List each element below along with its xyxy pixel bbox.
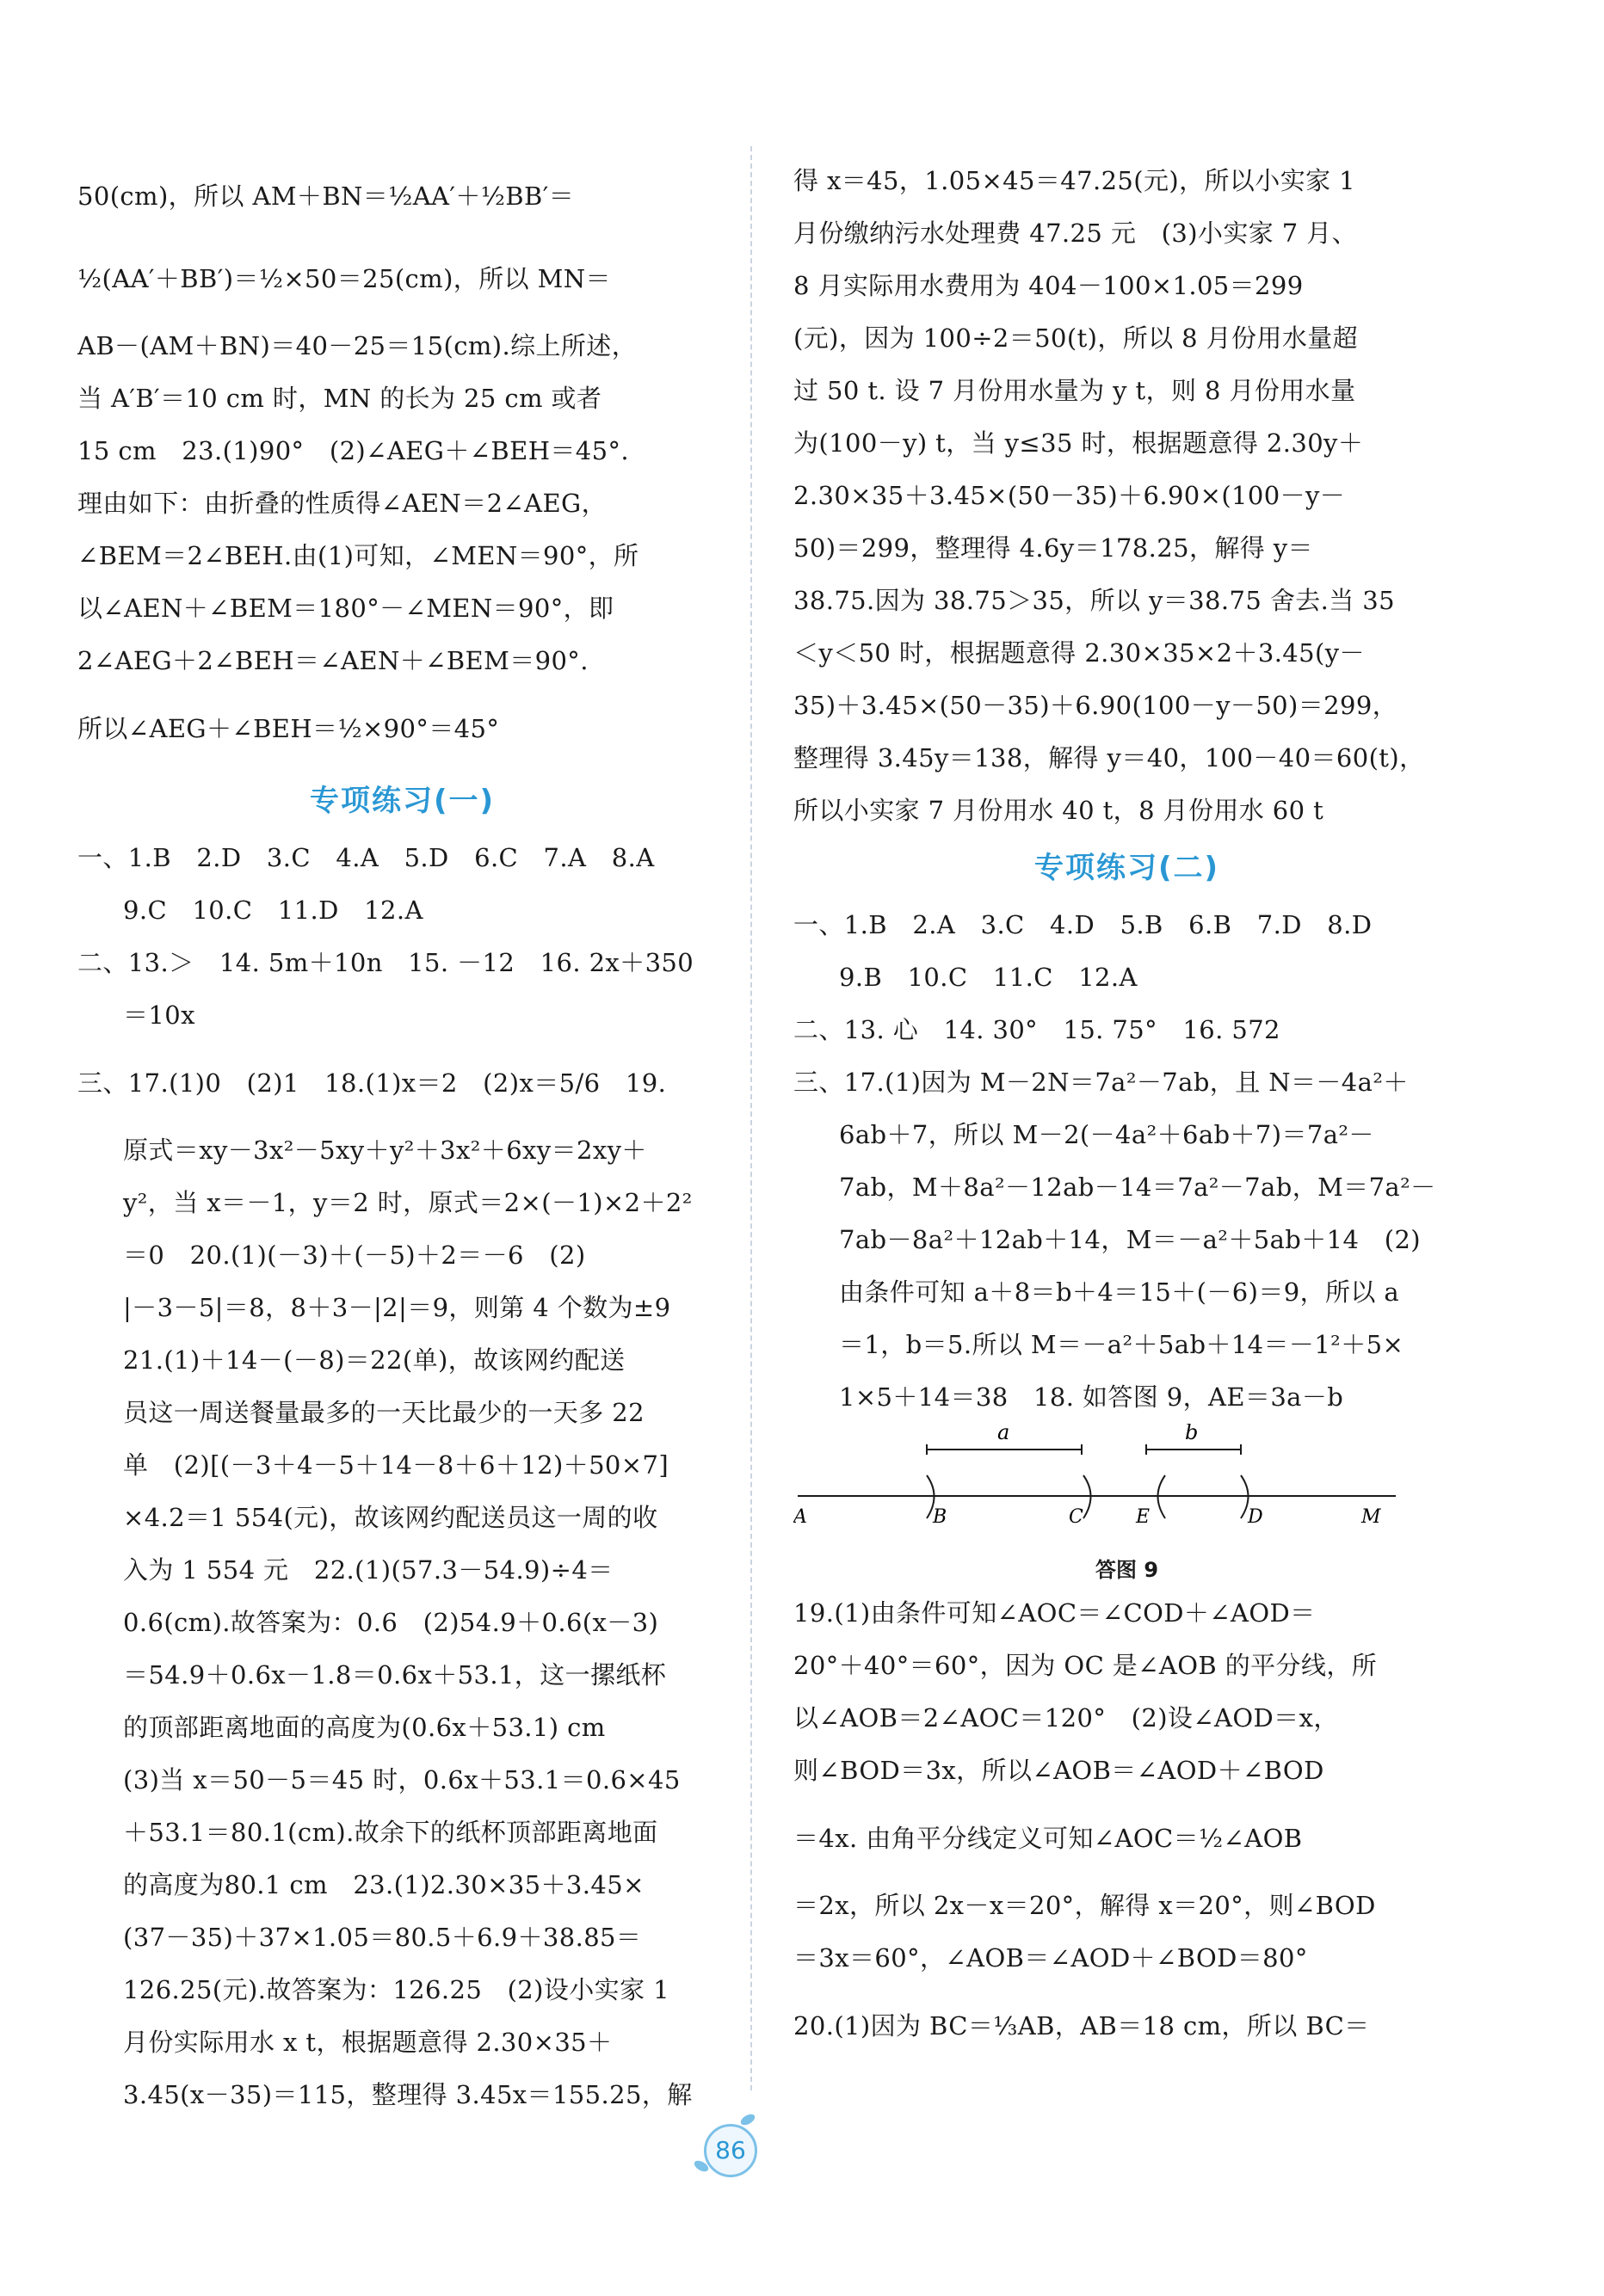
- answer-line: ×4.2＝1 554(元)，故该网约配送员这一周的收: [123, 1503, 658, 1532]
- text-line: 当 A′B′＝10 cm 时，MN 的长为 25 cm 或者: [77, 384, 602, 413]
- text-line: (元)，因为 100÷2＝50(t)，所以 8 月份用水量超: [793, 323, 1359, 353]
- answer-line: 三、17.(1)因为 M－2N＝7a²－7ab，且 N＝－4a²＋: [793, 1068, 1409, 1097]
- answer-line: 126.25(元).故答案为：126.25 (2)设小实家 1: [123, 1975, 669, 2004]
- answer-line: 原式＝xy－3x²－5xy＋y²＋3x²＋6xy＝2xy＋: [123, 1136, 647, 1165]
- answer-line: 7ab，M＋8a²－12ab－14＝7a²－7ab，M＝7a²－: [839, 1173, 1436, 1202]
- left-column: [77, 155, 727, 2121]
- answer-line: ＝54.9＋0.6x－1.8＝0.6x＋53.1，这一摞纸杯: [123, 1660, 667, 1690]
- text-line: 所以小实家 7 月份用水 40 t，8 月份用水 60 t: [793, 796, 1324, 825]
- answer-line: ＝0 20.(1)(－3)＋(－5)＋2＝－6 (2): [123, 1240, 586, 1270]
- text-line: 38.75.因为 38.75＞35，所以 y＝38.75 舍去.当 35: [793, 586, 1395, 615]
- text-line: 8 月实际用水费用为 404－100×1.05＝299: [793, 271, 1304, 300]
- page-number: 86: [704, 2124, 757, 2177]
- answer-line: 的高度为80.1 cm 23.(1)2.30×35＋3.45×: [123, 1870, 645, 1899]
- text-line: ＜y＜50 时，根据题意得 2.30×35×2＋3.45(y－: [793, 638, 1365, 668]
- text-line: 理由如下：由折叠的性质得∠AEN＝2∠AEG，: [77, 489, 608, 518]
- answer-line: 0.6(cm).故答案为：0.6 (2)54.9＋0.6(x－3): [123, 1608, 659, 1637]
- answer-line: 19.(1)由条件可知∠AOC＝∠COD＋∠AOD＝: [793, 1598, 1316, 1628]
- segment-label-b: b: [1185, 1424, 1199, 1444]
- answer-line: ＝3x＝60°，∠AOB＝∠AOD＋∠BOD＝80°: [793, 1943, 1308, 1973]
- answer-line: ＝1，b＝5.所以 M＝－a²＋5ab＋14＝－1²＋5×: [839, 1330, 1404, 1359]
- section-heading: 专项练习(二): [1033, 851, 1220, 885]
- answer-line: 9.C 10.C 11.D 12.A: [123, 896, 423, 925]
- text-line: ½(AA′＋BB′)＝½×50＝25(cm)，所以 MN＝: [77, 264, 611, 293]
- leaf-icon: [739, 2112, 757, 2127]
- text-line: 2∠AEG＋2∠BEH＝∠AEN＋∠BEM＝90°.: [77, 646, 589, 675]
- segment-diagram: [793, 1424, 1460, 1553]
- answer-line: ＝4x. 由角平分线定义可知∠AOC＝½∠AOB: [793, 1824, 1303, 1853]
- answer-line: 月份实际用水 x t，根据题意得 2.30×35＋: [123, 2028, 613, 2057]
- point-label-a: A: [793, 1506, 807, 1528]
- text-line: AB－(AM＋BN)＝40－25＝15(cm).综上所述，: [77, 331, 638, 360]
- text-line: 所以∠AEG＋∠BEH＝½×90°＝45°: [77, 714, 500, 743]
- point-label-c: C: [1069, 1506, 1083, 1528]
- answer-line: 的顶部距离地面的高度为(0.6x＋53.1) cm: [123, 1713, 606, 1742]
- answer-line: 单 (2)[(－3＋4－5＋14－8＋6＋12)＋50×7]: [123, 1450, 669, 1480]
- answer-line: 一、1.B 2.A 3.C 4.D 5.B 6.B 7.D 8.D: [793, 910, 1373, 939]
- answer-line: y²，当 x＝－1，y＝2 时，原式＝2×(－1)×2＋2²: [123, 1188, 693, 1217]
- answer-line: 20°＋40°＝60°，因为 OC 是∠AOB 的平分线，所: [793, 1651, 1378, 1680]
- answer-line: ＝10x: [123, 1000, 195, 1030]
- answer-line: 3.45(x－35)＝115，整理得 3.45x＝155.25，解: [123, 2080, 693, 2109]
- text-line: 50)＝299，整理得 4.6y＝178.25，解得 y＝: [793, 533, 1313, 563]
- answer-line: ＝2x，所以 2x－x＝20°，解得 x＝20°，则∠BOD: [793, 1891, 1376, 1920]
- answer-line: 以∠AOB＝2∠AOC＝120° (2)设∠AOD＝x，: [793, 1703, 1339, 1733]
- answer-line: 三、17.(1)0 (2)1 18.(1)x＝2 (2)x＝5/6 19.: [77, 1068, 667, 1098]
- figure-caption: 答图 9: [1095, 1558, 1159, 1582]
- text-line: 15 cm 23.(1)90° (2)∠AEG＋∠BEH＝45°.: [77, 436, 630, 465]
- section-heading: 专项练习(一): [309, 784, 496, 818]
- text-line: 为(100－y) t，当 y≤35 时，根据题意得 2.30y＋: [793, 428, 1364, 458]
- column-divider: [750, 146, 752, 2090]
- text-line: 以∠AEN＋∠BEM＝180°－∠MEN＝90°，即: [77, 594, 614, 623]
- text-line: 整理得 3.45y＝138，解得 y＝40，100－40＝60(t)，: [793, 743, 1425, 773]
- text-line: 2.30×35＋3.45×(50－35)＋6.90×(100－y－: [793, 481, 1346, 510]
- segment-label-a: a: [997, 1424, 1010, 1444]
- text-line: 50(cm)，所以 AM＋BN＝½AA′＋½BB′＝: [77, 182, 575, 211]
- answer-line: 二、13. 心 14. 30° 15. 75° 16. 572: [793, 1015, 1280, 1044]
- answer-line: (3)当 x＝50－5＝45 时，0.6x＋53.1＝0.6×45: [123, 1765, 681, 1794]
- point-label-b: B: [933, 1506, 947, 1528]
- point-label-m: M: [1361, 1506, 1381, 1528]
- answer-line: 21.(1)＋14－(－8)＝22(单)，故该网约配送: [123, 1345, 626, 1375]
- answer-line: 则∠BOD＝3x，所以∠AOB＝∠AOD＋∠BOD: [793, 1756, 1324, 1785]
- answer-line: (37－35)＋37×1.05＝80.5＋6.9＋38.85＝: [123, 1923, 642, 1952]
- answer-line: 9.B 10.C 11.C 12.A: [839, 963, 1138, 992]
- text-line: 过 50 t. 设 7 月份用水量为 y t，则 8 月份用水量: [793, 376, 1356, 405]
- text-line: 得 x＝45，1.05×45＝47.25(元)，所以小实家 1: [793, 166, 1355, 195]
- answer-line: 7ab－8a²＋12ab＋14，M＝－a²＋5ab＋14 (2): [839, 1225, 1422, 1254]
- text-line: 月份缴纳污水处理费 47.25 元 (3)小实家 7 月、: [793, 219, 1358, 248]
- answer-figure-9: [793, 1424, 1460, 1587]
- answer-line: 入为 1 554 元 22.(1)(57.3－54.9)÷4＝: [123, 1555, 614, 1585]
- answer-line: 员这一周送餐量最多的一天比最少的一天多 22: [123, 1398, 645, 1427]
- answer-line: 二、13.＞ 14. 5m＋10n 15. －12 16. 2x＋350: [77, 948, 694, 977]
- answer-line: ＋53.1＝80.1(cm).故余下的纸杯顶部距离地面: [123, 1818, 658, 1847]
- point-label-e: E: [1136, 1506, 1151, 1528]
- answer-line: |－3－5|＝8，8＋3－|2|＝9，则第 4 个数为±9: [123, 1293, 671, 1322]
- answer-line: 由条件可知 a＋8＝b＋4＝15＋(－6)＝9，所以 a: [839, 1277, 1400, 1307]
- answer-line: 6ab＋7，所以 M－2(－4a²＋6ab＋7)＝7a²－: [839, 1120, 1374, 1149]
- answer-line: 1×5＋14＝38 18. 如答图 9，AE＝3a－b: [839, 1382, 1344, 1412]
- text-line: 35)＋3.45×(50－35)＋6.90(100－y－50)＝299，: [793, 691, 1398, 720]
- answer-line: 20.(1)因为 BC＝⅓AB，AB＝18 cm，所以 BC＝: [793, 2011, 1370, 2041]
- text-line: ∠BEM＝2∠BEH.由(1)可知，∠MEN＝90°，所: [77, 541, 639, 570]
- page-number-badge: [680, 2103, 774, 2181]
- right-column: [793, 155, 1460, 2067]
- answer-line: 一、1.B 2.D 3.C 4.A 5.D 6.C 7.A 8.A: [77, 843, 655, 872]
- point-label-d: D: [1248, 1506, 1263, 1528]
